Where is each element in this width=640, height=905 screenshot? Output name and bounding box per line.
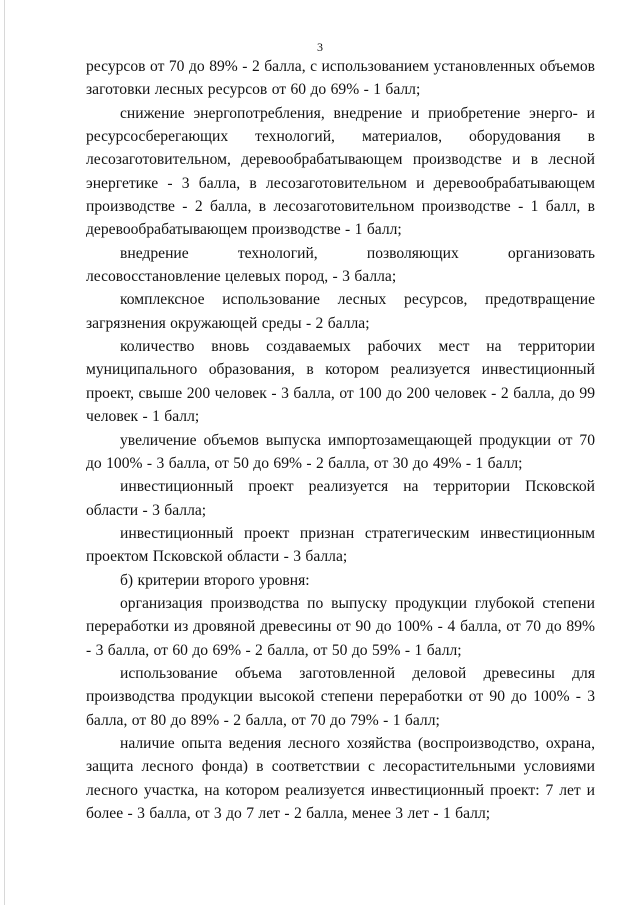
page-number: 3 bbox=[317, 40, 323, 54]
paragraph-reforestation: внедрение технологий, позволяющих организовать лесовосстановление целевых пород, - 3 балла; bbox=[86, 244, 595, 286]
scan-edge-line bbox=[4, 0, 5, 905]
document-body bbox=[86, 55, 595, 825]
paragraph-strategic-project: инвестиционный проект признан стратегическим инвестиционным проектом Псковской области - 3 балла; bbox=[86, 524, 595, 566]
paragraph-deep-processing: организация производства по выпуску продукции глубокой степени переработки из дровяной древесины от 90 до 100% - 4 балла, от 70 до 89% - 3 балла, от 60 до 69% - 2 балла, от 50 до 59% - 1 балл; bbox=[86, 594, 595, 659]
paragraph-energy-saving: снижение энергопотребления, внедрение и приобретение энерго- и ресурсосберегающих технологий, материалов, оборудования в лесозаготовительном, деревообрабатывающем производстве и в лесной энергетике - 3 балла, в лесозаготовительном и деревообрабатывающем производстве - 2 балла, в лесозаготовительном производстве - 1 балл, в деревообрабатывающем производстве - 1 балл; bbox=[86, 104, 595, 239]
paragraph-business-wood: использование объема заготовленной деловой древесины для производства продукции высокой степени переработки от 90 до 100% - 3 балла, от 80 до 89% - 2 балла, от 70 до 79% - 1 балл; bbox=[86, 664, 595, 729]
paragraph-new-jobs: количество вновь создаваемых рабочих мест на территории муниципального образования, в котором реализуется инвестиционный проект, свыше 200 человек - 3 балла, от 100 до 200 человек - 2 балла, до 99 человек - 1 балл; bbox=[86, 338, 595, 426]
paragraph-complex-use: комплексное использование лесных ресурсов, предотвращение загрязнения окружающей среды - 2 балла; bbox=[86, 291, 595, 332]
paragraph-forestry-experience: наличие опыта ведения лесного хозяйства (воспроизводство, охрана, защита лесного фонда) в соответствии с лесорастительными условиями лесного участка, на котором реализуется инвестиционный проект: 7 лет и более - 3 балла, от 3 до 7 лет - 2 балла, менее 3 лет - 1 балл; bbox=[86, 734, 595, 822]
paragraph-continuation: ресурсов от 70 до 89% - 2 балла, с использованием установленных объемов заготовки лесных ресурсов от 60 до 69% - 1 балл; bbox=[86, 58, 595, 99]
paragraph-import-substitution: увеличение объемов выпуска импортозамещающей продукции от 70 до 100% - 3 балла, от 50 до 69% - 2 балла, от 30 до 49% - 1 балл; bbox=[86, 431, 595, 472]
paragraph-second-level-heading: б) критерии второго уровня: bbox=[120, 571, 310, 589]
paragraph-pskov-territory: инвестиционный проект реализуется на территории Псковской области - 3 балла; bbox=[86, 478, 595, 519]
